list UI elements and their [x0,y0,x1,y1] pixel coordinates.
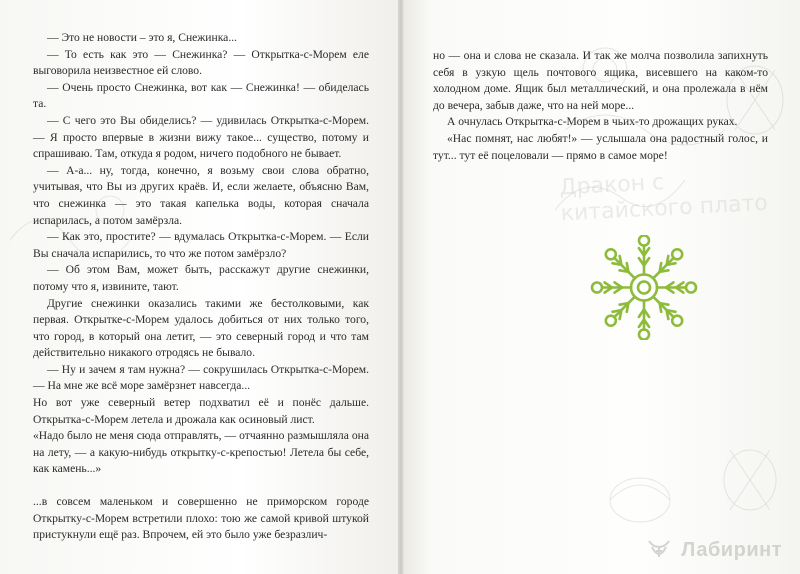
paragraph: Но вот уже северный ветер подхватил её и понёс дальше. Открытка-с-Морем летела и дрожала как осиновый лист. [33,396,369,426]
left-page-text [33,30,369,544]
paragraph: А очнулась Открытка-с-Морем в чьих-то дрожащих руках. [447,115,738,129]
minotaur-icon [646,537,672,559]
paragraph: — Ну и зачем я там нужна? — сокрушилась Открытка-с-Морем. — На мне же всё море замёрзнет навсегда... [33,362,369,393]
paragraph: — А-а... ну, тогда, конечно, я возьму свои слова обратно, учитывая, что Вы из других краёв. И, если желаете, объясню Вам, что снежинка — это такая капелька воды, которая сначала испарилась, а потом замёрзла. [33,163,369,227]
paragraph: «Надо было не меня сюда отправлять, — отчаянно размышляла она на лету, — а какую-нибудь открытку-с-крепостью! Летела бы себе, как камень...» [33,429,369,476]
paragraph: Другие снежинки оказались такими же бестолковыми, как первая. Открытке-с-Морем удалось добиться от них только того, что город, в который она летит, — это северный город и что там действительно никакого отродясь не бывало. [33,296,369,360]
paragraph: ...в совсем маленьком и совершенно не приморском городе Открытку-с-Морем встретили плохо: тою же самой кривой штукой пристукнули ещё раз. Впрочем, ей это было уже безразлич- [33,495,369,542]
paragraph: но — она и слова не сказала. И так же молча позволила запихнуть себя в узкую щель почтового ящика, висевшего на каком-то холодном доме. Ящик был металлический, и она пролежала в нём до вечера, забыв даже, что на ней море... [433,49,768,112]
paragraph: — Как это, простите? — вдумалась Открытка-с-Морем. — Если Вы сначала испарились, то что же потом замёрзло? [33,230,369,260]
paragraph: — С чего это Вы обиделись? — удивилась Открытка-с-Морем. — Я просто впервые в жизни вижу такое... существо, потому и спрашиваю. Там, откуда я родом, ничего подобного не бывает. [33,113,369,161]
paragraph: — То есть как это — Снежинка? — Открытка-с-Морем еле выговорила неизвестное ей слово. [33,47,369,78]
paragraph: — Очень просто Снежинка, вот как — Снежинка! — обиделась та. [33,80,369,111]
bleed-through-title: Дракон с китайского плато [558,170,769,227]
paragraph: «Нас помнят, нас любят!» — услышала она радостный голос, и тут... тут её поцеловали — прямо в самое море! [433,131,768,162]
book-gutter [398,0,404,574]
paragraph: — Об этом Вам, может быть, расскажут другие снежинки, потому что я, извините, тают. [33,263,369,293]
right-page-text [433,48,768,164]
snowflake-icon [588,235,700,340]
watermark-text: Лабиринт [681,539,782,561]
paragraph: — Это не новости – это я, Снежинка... [47,31,238,44]
